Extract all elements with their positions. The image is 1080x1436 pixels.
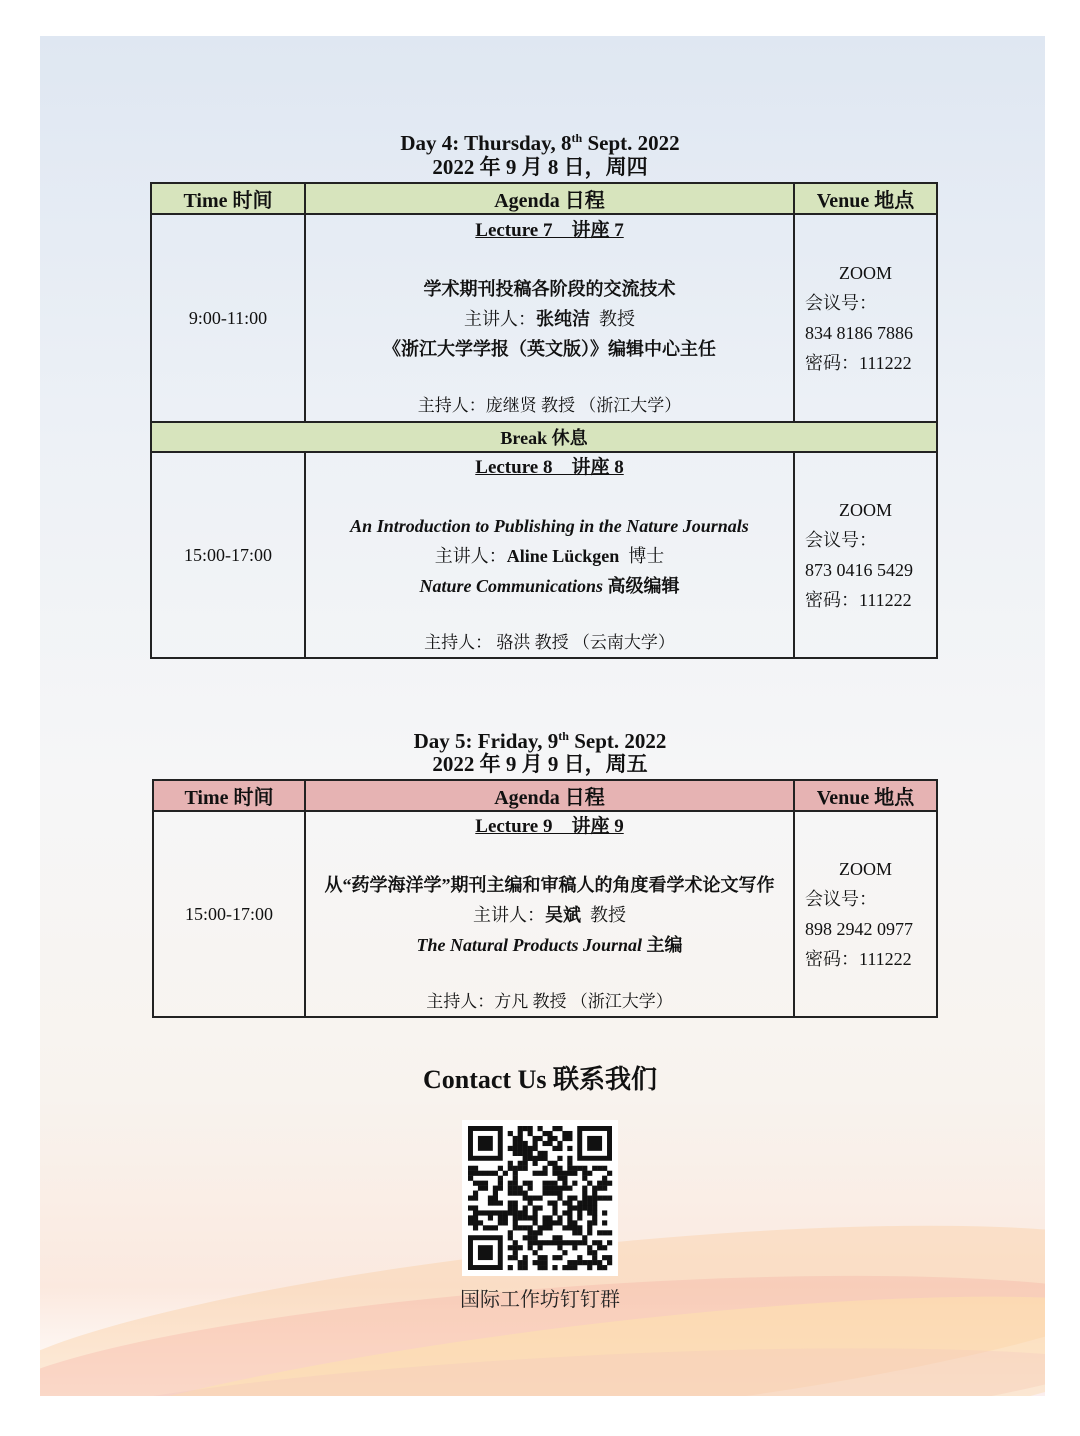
day5-agenda-table xyxy=(152,779,938,1018)
session-venue xyxy=(794,452,937,658)
day5-title-sup: th xyxy=(558,729,569,743)
host-line: 主持人：庞继贤 教授 （浙江大学） xyxy=(417,396,682,415)
lecture-title: Lecture 8 讲座 8 xyxy=(475,457,624,478)
table-header-row xyxy=(153,780,937,811)
header-venue: Venue 地点 xyxy=(794,780,937,811)
session-agenda xyxy=(305,811,794,1017)
lecture-topic: An Introduction to Publishing in the Nature Journals xyxy=(350,516,749,536)
break-label: Break 休息 xyxy=(151,422,937,452)
speaker-name: 吴斌 xyxy=(545,905,581,925)
speaker-title: 博士 xyxy=(628,546,665,566)
day5-title-text: Day 5: Friday, 9 xyxy=(413,729,559,753)
day5-title-suffix: Sept. 2022 xyxy=(568,729,667,753)
day5-title-cn: 2022 年 9 月 9 日，周五 xyxy=(432,752,648,776)
speaker-affiliation xyxy=(306,930,793,960)
meeting-password: 密码：111222 xyxy=(805,353,912,373)
header-venue: Venue 地点 xyxy=(794,183,937,214)
speaker-name: 张纯洁 xyxy=(536,309,590,329)
speaker-line xyxy=(306,900,793,930)
table-row xyxy=(151,214,937,422)
meeting-id-label: 会议号： xyxy=(805,889,877,909)
lecture-title: Lecture 7 讲座 7 xyxy=(475,220,624,241)
qr-code-image xyxy=(462,1120,618,1276)
session-agenda xyxy=(305,452,794,658)
meeting-id-label: 会议号： xyxy=(805,530,877,550)
header-time: Time 时间 xyxy=(153,780,305,811)
day4-agenda-table xyxy=(150,182,938,659)
day4-title-cn: 2022 年 9 月 8 日，周四 xyxy=(432,155,648,179)
lecture-title: Lecture 9 讲座 9 xyxy=(475,816,624,837)
header-agenda: Agenda 日程 xyxy=(305,780,794,811)
meeting-id: 834 8186 7886 xyxy=(805,323,913,343)
header-time: Time 时间 xyxy=(151,183,305,214)
journal-name: Nature Communications xyxy=(419,576,604,596)
session-time: 9:00-11:00 xyxy=(151,214,305,422)
session-venue xyxy=(794,214,937,422)
venue-platform: ZOOM xyxy=(839,500,892,520)
host-line: 主持人：方凡 教授 （浙江大学） xyxy=(426,992,673,1011)
qr-caption: 国际工作坊钉钉群 xyxy=(460,1289,620,1311)
table-row xyxy=(153,811,937,1017)
speaker-prefix: 主讲人： xyxy=(464,309,536,329)
journal-name: The Natural Products Journal xyxy=(416,935,643,955)
speaker-role: 高级编辑 xyxy=(603,576,680,596)
day4-title-text: Day 4: Thursday, 8 xyxy=(400,131,572,155)
venue-platform: ZOOM xyxy=(839,859,892,879)
session-time: 15:00-17:00 xyxy=(153,811,305,1017)
lecture-topic: 从“药学海洋学”期刊主编和审稿人的角度看学术论文写作 xyxy=(324,875,775,895)
host-line: 主持人： 骆洪 教授 （云南大学） xyxy=(424,633,675,652)
table-row xyxy=(151,452,937,658)
break-row xyxy=(151,422,937,452)
day4-title-suffix: Sept. 2022 xyxy=(582,131,680,155)
speaker-line xyxy=(306,541,793,571)
meeting-id-label: 会议号： xyxy=(805,293,877,313)
speaker-title: 教授 xyxy=(590,905,626,925)
session-time: 15:00-17:00 xyxy=(151,452,305,658)
meeting-password: 密码：111222 xyxy=(805,590,912,610)
meeting-id: 898 2942 0977 xyxy=(805,919,913,939)
speaker-name: Aline Lückgen xyxy=(506,546,620,566)
speaker-title: 教授 xyxy=(599,309,635,329)
qr-code-icon[interactable] xyxy=(462,1120,618,1276)
venue-platform: ZOOM xyxy=(839,263,892,283)
session-venue xyxy=(794,811,937,1017)
speaker-role: 主编 xyxy=(642,935,683,955)
session-agenda xyxy=(305,214,794,422)
meeting-id: 873 0416 5429 xyxy=(805,560,913,580)
speaker-prefix: 主讲人： xyxy=(473,905,545,925)
lecture-topic: 学术期刊投稿各阶段的交流技术 xyxy=(423,279,676,299)
meeting-password: 密码：111222 xyxy=(805,949,912,969)
contact-title: Contact Us 联系我们 xyxy=(423,1065,657,1094)
speaker-affiliation: 《浙江大学学报（英文版）》编辑中心主任 xyxy=(383,339,716,359)
table-header-row xyxy=(151,183,937,214)
day4-title-sup: th xyxy=(571,131,583,145)
speaker-affiliation xyxy=(306,571,793,601)
speaker-prefix: 主讲人： xyxy=(434,546,507,566)
speaker-line xyxy=(306,304,793,334)
header-agenda: Agenda 日程 xyxy=(305,183,794,214)
